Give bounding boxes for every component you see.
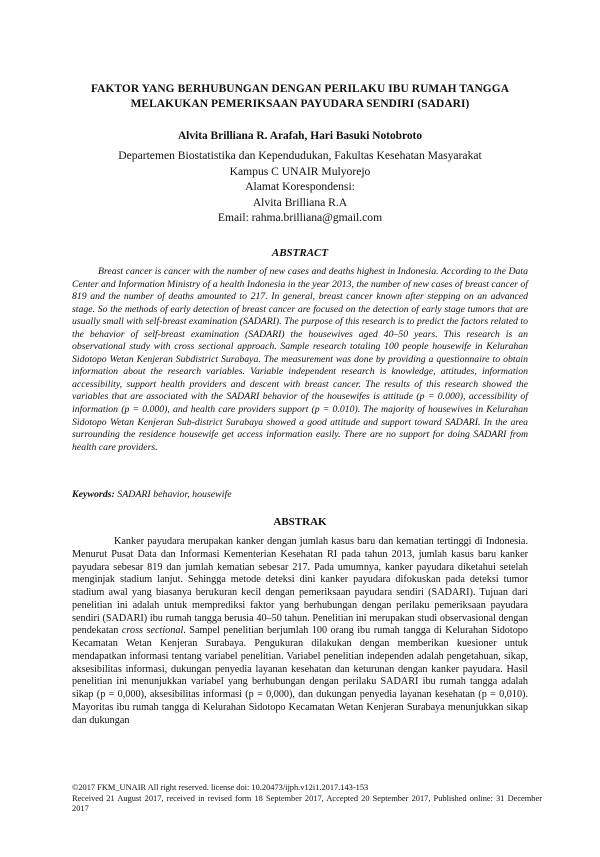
author-list: Alvita Brilliana R. Arafah, Hari Basuki Notobroto: [177, 130, 423, 142]
affiliation-campus: Kampus C UNAIR Mulyorejo: [229, 164, 371, 178]
abstrak-heading: ABSTRAK: [273, 516, 327, 528]
page-footer: [72, 783, 542, 815]
affiliation-block: [60, 148, 540, 226]
abstract-english-body: Breast cancer is cancer with the number of new cases and deaths highest in Indonesia. According to the Data Center and Information Ministry of a health Indonesia in the year 2013, the number of new cases of breast cancer of 819 and the number of deaths amounted to 217. In general, breast cancer known after stepping on an advanced stage. So the methods of early detection of breast cancer are focused on the detection of early stage tumors that are usually small with self-breast examination (SADARI). The purpose of this research is to predict the factors related to the behavior of self-breast examination (SADARI) the housewives aged 40–50 years. This research is an observational study with cross sectional approach. Sample research totaling 100 people housewife in Kelurahan Sidotopo Wetan Kenjeran Subdistrict Surabaya. The measurement was done by providing a questionnaire to obtain information about the research variables. Variable independent research is knowledge, attitudes, information accessibility, support health providers and descent with breast cancer. The results of this research showed the variables that are associated with the SADARI behavior of the housewifes is attitude (p = 0.000), accessibility of information (p = 0.000), and health care providers support (p = 0.010). The majority of housewives in Kelurahan Sidotopo Wetan Kenjeran Sub-district Surabaya showed a good attitude and support toward SADARI. In the area surrounding the residence housewife get access information easily. There are no support for doing SADARI from health care providers.: [72, 266, 528, 453]
abstrak-text-part-2: . Sampel penelitian berjumlah 100 orang ibu rumah tangga di Kelurahan Sidotopo Kecamatan Wetan Kenjeran Surabaya. Pengukuran dilakukan dengan memberikan kuesioner untuk mendapatkan informasi tentang variabel penelitian. Variabel penelitian independen adalah pengetahuan, sikap, aksesibilitas informasi, dukungan penyedia layanan kesehatan dan keturunan dengan kanker payudara. Hasil penelitian ini menunjukkan variabel yang berhubungan dengan perilaku SADARI ibu rumah tangga adalah sikap (p = 0,000), aksesibilitas informasi (p = 0,000), dan dukungan penyedia layanan kesehatan (p = 0,010). Mayoritas ibu rumah tangga di Kelurahan Sidotopo Kecamatan Wetan Kenjeran Surabaya menunjukkan sikap dan dukungan: [72, 625, 528, 726]
correspondence-email: Email: rahma.brilliana@gmail.com: [217, 211, 383, 225]
affiliation-department: Departemen Biostatistika dan Kependudukan, Fakultas Kesehatan Masyarakat: [118, 149, 482, 162]
title-line-2: MELAKUKAN PEMERIKSAAN PAYUDARA SENDIRI (SADARI): [130, 98, 470, 110]
abstract-heading: ABSTRACT: [271, 247, 329, 259]
footer-copyright: ©2017 FKM_UNAIR All right reserved. license doi: 10.20473/ijph.v12i1.2017.143-153: [72, 783, 369, 792]
abstrak-indonesian-body: [72, 536, 528, 727]
title-line-1: FAKTOR YANG BERHUBUNGAN DENGAN PERILAKU IBU RUMAH TANGGA: [90, 83, 510, 95]
correspondence-name: Alvita Brilliana R.A: [252, 195, 348, 209]
abstrak-text-part-1: Kanker payudara merupakan kanker dengan jumlah kasus baru dan kematian tertinggi di Indonesia. Menurut Pusat Data dan Informasi Kementerian Kesehatan RI pada tahun 2013, jumlah kasus baru kanker payudara sebesar 819 dan jumlah kematian sebesar 217. Pada umumnya, kanker payudara diketahui setelah menginjak stadium lanjut. Sehingga metode deteksi dini kanker payudara difokuskan pada deteksi tumor stadium awal yang biasanya berukuran kecil dengan pemeriksaan payudara sendiri (SADARI). Tujuan dari penelitian ini adalah untuk memprediksi faktor yang berhubungan dengan perilaku pemeriksaan payudara sendiri (SADARI) ibu rumah tangga berusia 40–50 tahun. Penelitian ini merupakan studi observasional dengan pendekatan: [72, 536, 528, 637]
abstrak-text-italic: cross sectional: [121, 625, 184, 637]
correspondence-label: Alamat Korespondensi:: [245, 180, 355, 194]
keywords-line: [72, 489, 232, 500]
keywords-label: Keywords:: [72, 489, 115, 500]
keywords-value: SADARI behavior, housewife: [117, 489, 232, 500]
paper-title: [60, 82, 540, 112]
footer-dates: Received 21 August 2017, received in revised form 18 September 2017, Accepted 20 September 2017, Published online: 31 December 2017: [72, 793, 542, 814]
